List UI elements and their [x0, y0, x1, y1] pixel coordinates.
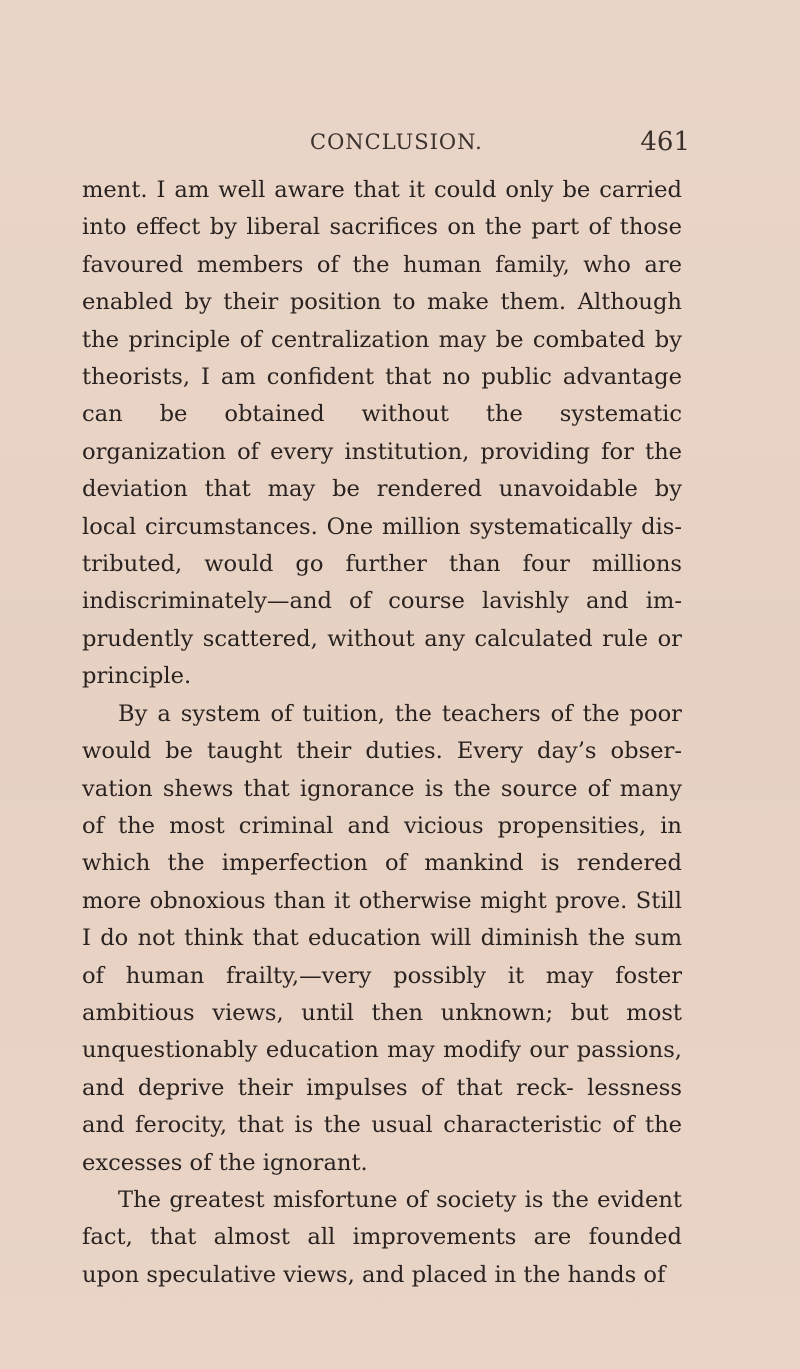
- paragraph-tuition: By a system of tuition, the teachers of the poor would be taught their duties. Every day’s obser- vation shews that ignorance is the source of many of the most criminal and vicious propensities, in which the imperfection of mankind is rendered more obnoxious than it otherwise might prove. Still I do not think that education will diminish the sum of human frailty,—very possibly it may foster ambitious views, until then unknown; but most unquestionably education may modify our passions, and deprive their impulses of that reck- lessness and ferocity, that is the usual characteristic of the excesses of the ignorant.: [82, 700, 682, 1176]
- running-title: CONCLUSION.: [310, 130, 483, 154]
- running-head: [310, 127, 690, 170]
- body-text: [82, 172, 682, 1294]
- paragraph-misfortune: The greatest misfortune of society is the evident fact, that almost all improvements are founded upon speculative views, and placed in the hands of: [82, 1186, 682, 1288]
- page-number: 461: [640, 127, 690, 157]
- paragraph-continuation: ment. I am well aware that it could only be carried into effect by liberal sacrifices on the part of those favoured members of the human family, who are enabled by their position to make them. Although the principle of centralization may be combated by theorists, I am confident that no public advantage can be obtained without the systematic organization of every institution, providing for the deviation that may be rendered unavoidable by local circumstances. One million systematically dis- tributed, would go further than four millions indiscriminately—and of course lavishly and im- prudently scattered, without any calculated rule or principle.: [82, 177, 682, 690]
